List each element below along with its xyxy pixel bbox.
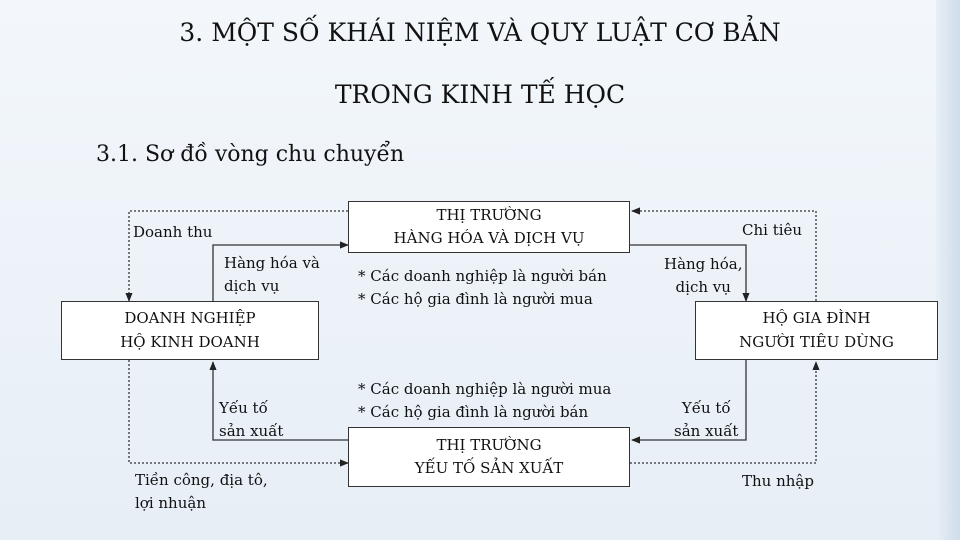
goods-market-note-2: * Các hộ gia đình là người mua <box>358 289 593 308</box>
label-tien-cong <box>135 469 268 514</box>
label-tien-cong-line-1: Tiền công, địa tô, <box>135 471 268 489</box>
goods-market-box <box>348 201 630 253</box>
label-yeu-to-left-line-1: Yếu tố <box>219 399 268 417</box>
firm-box-line-2: HỘ KINH DOANH <box>120 332 260 351</box>
firm-box <box>61 301 319 360</box>
goods-market-line-1: THỊ TRƯỜNG <box>436 205 542 224</box>
goods-market-notes <box>358 265 607 310</box>
label-hang-hoa-left-line-1: Hàng hóa và <box>224 254 320 272</box>
label-yeu-to-left <box>219 397 283 442</box>
label-hang-hoa-left <box>224 252 320 297</box>
factor-market-notes <box>358 378 611 423</box>
label-yeu-to-right-line-2: sản xuất <box>674 421 739 440</box>
label-hang-hoa-left-line-2: dịch vụ <box>224 276 280 295</box>
goods-market-line-2: HÀNG HÓA VÀ DỊCH VỤ <box>393 229 585 247</box>
household-box-line-1: HỘ GIA ĐÌNH <box>762 309 871 328</box>
label-thu-nhap: Thu nhập <box>742 472 814 490</box>
household-box <box>695 301 938 360</box>
label-yeu-to-right <box>674 397 738 442</box>
slide-title-line-1: 3. MỘT SỐ KHÁI NIỆM VÀ QUY LUẬT CƠ BẢN <box>179 18 781 47</box>
label-yeu-to-left-line-2: sản xuất <box>219 421 284 440</box>
goods-market-note-1: * Các doanh nghiệp là người bán <box>358 267 607 285</box>
label-chi-tieu: Chi tiêu <box>742 221 803 239</box>
factor-market-note-2: * Các hộ gia đình là người bán <box>358 402 589 421</box>
household-box-line-2: NGƯỜI TIÊU DÙNG <box>739 332 894 351</box>
factor-market-line-1: THỊ TRƯỜNG <box>436 435 542 454</box>
factor-market-line-2: YẾU TỐ SẢN XUẤT <box>414 459 564 477</box>
label-hang-hoa-right-line-1: Hàng hóa, <box>664 255 743 273</box>
label-hang-hoa-right <box>664 253 742 298</box>
section-heading: 3.1. Sơ đồ vòng chu chuyển <box>96 142 405 167</box>
label-hang-hoa-right-line-2: dịch vụ <box>675 277 731 296</box>
factor-market-box <box>348 427 630 487</box>
label-tien-cong-line-2: lợi nhuận <box>135 493 206 512</box>
slide-title-line-2: TRONG KINH TẾ HỌC <box>334 80 626 109</box>
factor-market-note-1: * Các doanh nghiệp là người mua <box>358 380 612 398</box>
label-doanh-thu: Doanh thu <box>133 223 213 241</box>
firm-box-line-1: DOANH NGHIỆP <box>124 309 256 328</box>
label-yeu-to-right-line-1: Yếu tố <box>681 399 731 417</box>
